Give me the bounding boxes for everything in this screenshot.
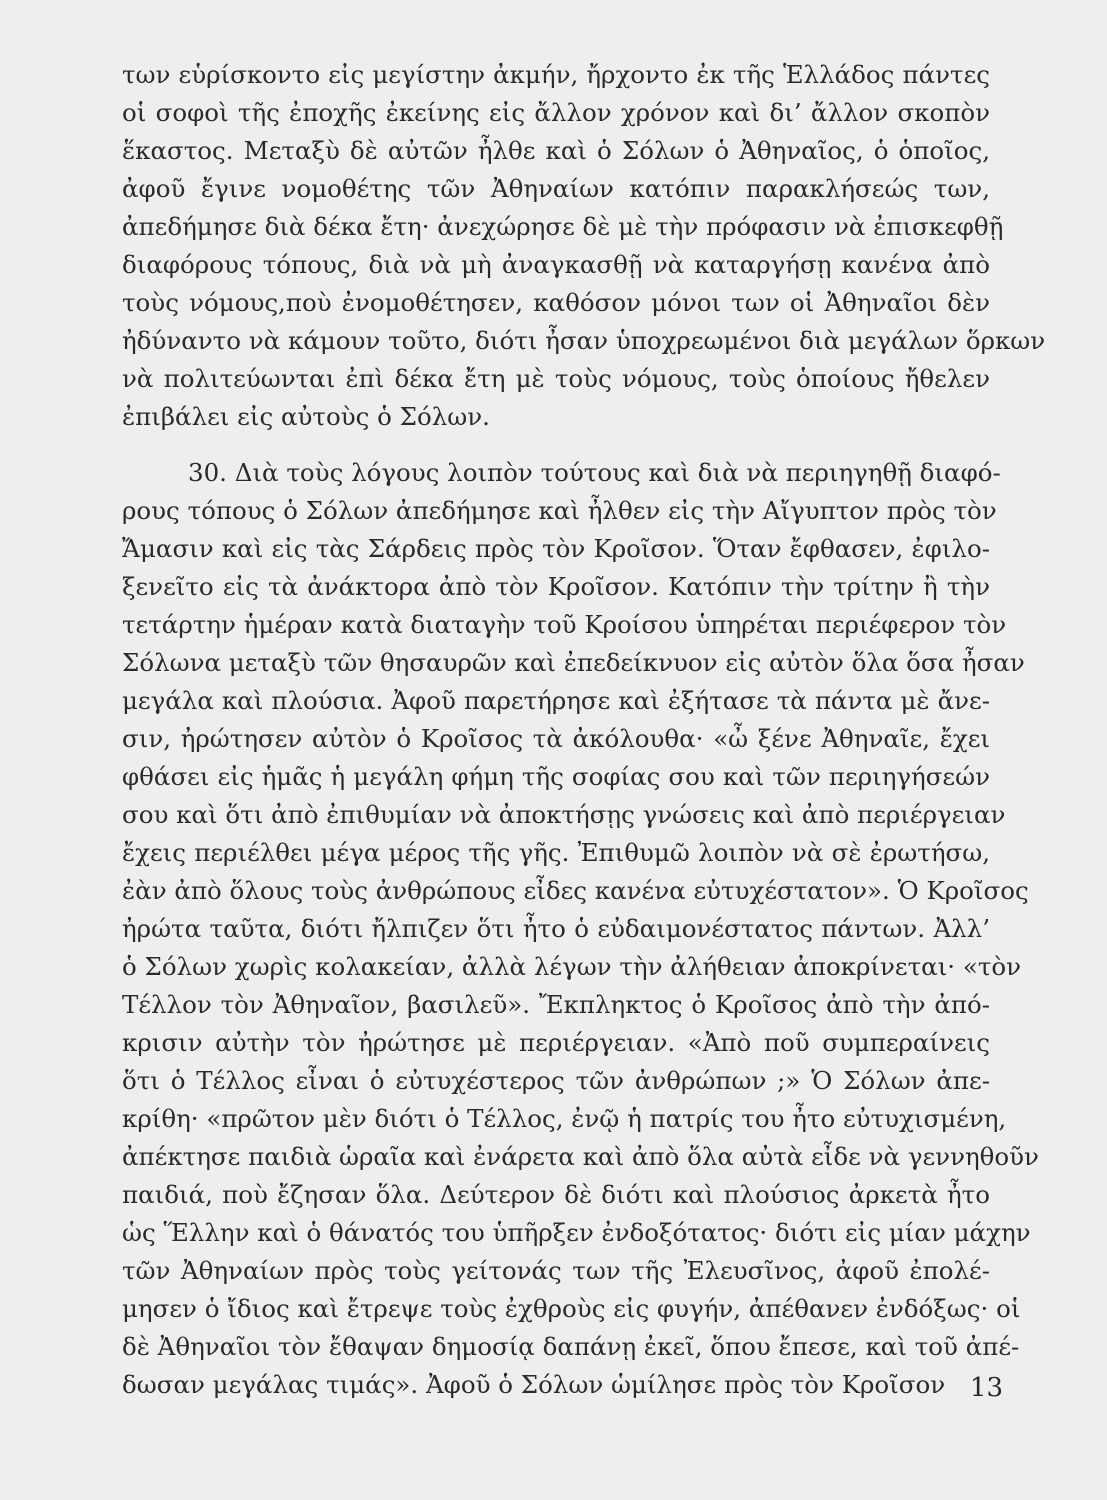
text-line: τῶν Ἀθηναίων πρὸς τοὺς γείτονάς των τῆς Ἐλευσῖνος, ἀφοῦ ἐπολέ-	[122, 1256, 990, 1285]
text-line: σιν, ἠρώτησεν αὐτὸν ὁ Κροῖσος τὰ ἀκόλουθα· «ὦ ξένε Ἀθηναῖε, ἔχει	[122, 724, 990, 753]
text-line: δωσαν μεγάλας τιμάς». Ἀφοῦ ὁ Σόλων ὡμίλησε πρὸς τὸν Κροῖσον	[122, 1370, 946, 1399]
text-line: κρίθη· «πρῶτον μὲν διότι ὁ Τέλλος, ἐνῷ ἡ πατρίς του ἦτο εὐτυχισμένη,	[122, 1104, 1007, 1133]
text-line: μησεν ὁ ἴδιος καὶ ἔτρεψε τοὺς ἐχθροὺς εἰς φυγήν, ἀπέθανεν ἐνδόξως· οἱ	[122, 1294, 1021, 1323]
text-line: ἐὰν ἀπὸ ὅλους τοὺς ἀνθρώπους εἶδες κανένα εὐτυχέστατον». Ὁ Κροῖσος	[122, 876, 1029, 905]
text-line: Σόλωνα μεταξὺ τῶν θησαυρῶν καὶ ἐπεδείκνυον εἰς αὐτὸν ὅλα ὅσα ἦσαν	[122, 648, 1025, 677]
text-line: ἠρώτα ταῦτα, διότι ἤλπιζεν ὅτι ἦτο ὁ εὐδαιμονέστατος πάντων. Ἀλλ’	[122, 914, 990, 943]
text-line: οἱ σοφοὶ τῆς ἐποχῆς ἐκείνης εἰς ἄλλον χρόνον καὶ δι’ ἄλλον σκοπὸν	[122, 98, 990, 127]
text-line: Τέλλον τὸν Ἀθηναῖον, βασιλεῦ». Ἔκπληκτος ὁ Κροῖσος ἀπὸ τὴν ἀπό-	[122, 990, 990, 1019]
text-line: ἀπεδήμησε διὰ δέκα ἔτη· ἀνεχώρησε δὲ μὲ τὴν πρόφασιν νὰ ἐπισκεφθῇ	[122, 212, 1004, 241]
text-line: τοὺς νόμους,ποὺ ἐνομοθέτησεν, καθόσον μόνοι των οἱ Ἀθηναῖοι δὲν	[122, 288, 990, 317]
text-line: ὅτι ὁ Τέλλος εἶναι ὁ εὐτυχέστερος τῶν ἀνθρώπων ;» Ὁ Σόλων ἀπε-	[122, 1066, 990, 1095]
text-line: Ἄμασιν καὶ εἰς τὰς Σάρδεις πρὸς τὸν Κροῖσον. Ὅταν ἔφθασεν, ἐφιλο-	[122, 534, 990, 563]
text-line: ἔχεις περιέλθει μέγα μέρος τῆς γῆς. Ἐπιθυμῶ λοιπὸν νὰ σὲ ἐρωτήσω,	[122, 838, 990, 867]
text-line: ρους τόπους ὁ Σόλων ἀπεδήμησε καὶ ἦλθεν εἰς τὴν Αἴγυπτον πρὸς τὸν	[122, 496, 997, 525]
text-line: ἀπέκτησε παιδιὰ ὡραῖα καὶ ἐνάρετα καὶ ἀπὸ ὅλα αὐτὰ εἶδε νὰ γεννηθοῦν	[122, 1142, 1039, 1171]
text-line: νὰ πολιτεύωνται ἐπὶ δέκα ἔτη μὲ τοὺς νόμους, τοὺς ὁποίους ἤθελεν	[122, 364, 990, 393]
text-line: κρισιν αὐτὴν τὸν ἠρώτησε μὲ περιέργειαν. «Ἀπὸ ποῦ συμπεραίνεις	[122, 1028, 990, 1057]
text-line: ἀφοῦ ἔγινε νομοθέτης τῶν Ἀθηναίων κατόπιν παρακλήσεώς των,	[122, 174, 990, 203]
page-number: 13	[969, 1373, 1003, 1403]
text-line: τετάρτην ἡμέραν κατὰ διαταγὴν τοῦ Κροίσου ὑπηρέται περιέφερον τὸν	[122, 610, 1007, 639]
text-line: φθάσει εἰς ἡμᾶς ἡ μεγάλη φήμη τῆς σοφίας σου καὶ τῶν περιηγήσεών	[122, 762, 990, 791]
text-line: των εὑρίσκοντο εἰς μεγίστην ἀκμήν, ἤρχοντο ἐκ τῆς Ἑλλάδος πάντες	[122, 60, 990, 89]
text-line: ἕκαστος. Μεταξὺ δὲ αὐτῶν ἦλθε καὶ ὁ Σόλων ὁ Ἀθηναῖος, ὁ ὁποῖος,	[122, 136, 990, 165]
text-line: μεγάλα καὶ πλούσια. Ἀφοῦ παρετήρησε καὶ ἐξήτασε τὰ πάντα μὲ ἄνε-	[122, 686, 990, 715]
text-line: σου καὶ ὅτι ἀπὸ ἐπιθυμίαν νὰ ἀποκτήσῃς γνώσεις καὶ ἀπὸ περιέργειαν	[122, 800, 1006, 829]
text-line: διαφόρους τόπους, διὰ νὰ μὴ ἀναγκασθῇ νὰ καταργήσῃ κανένα ἀπὸ	[122, 250, 990, 279]
text-line: ὁ Σόλων χωρὶς κολακείαν, ἀλλὰ λέγων τὴν ἀλήθειαν ἀποκρίνεται· «τὸν	[122, 952, 1022, 981]
text-line: ἠδύναντο νὰ κάμουν τοῦτο, διότι ἦσαν ὑποχρεωμένοι διὰ μεγάλων ὅρκων	[122, 326, 1046, 355]
paragraph-start-line: 30. Διὰ τοὺς λόγους λοιπὸν τούτους καὶ διὰ νὰ περιηγηθῇ διαφό-	[188, 458, 1001, 487]
text-line: παιδιά, ποὺ ἔζησαν ὅλα. Δεύτερον δὲ διότι καὶ πλούσιος ἀρκετὰ ἦτο	[122, 1180, 990, 1209]
text-line: ἐπιβάλει εἰς αὐτοὺς ὁ Σόλων.	[122, 402, 490, 431]
text-line: ξενεῖτο εἰς τὰ ἀνάκτορα ἀπὸ τὸν Κροῖσον. Κατόπιν τὴν τρίτην ἢ τὴν	[122, 572, 990, 601]
text-line: ὡς Ἕλλην καὶ ὁ θάνατός του ὑπῆρξεν ἐνδοξότατος· διότι εἰς μίαν μάχην	[122, 1218, 1031, 1247]
text-line: δὲ Ἀθηναῖοι τὸν ἔθαψαν δημοσίᾳ δαπάνῃ ἐκεῖ, ὅπου ἔπεσε, καὶ τοῦ ἀπέ-	[122, 1332, 1020, 1361]
